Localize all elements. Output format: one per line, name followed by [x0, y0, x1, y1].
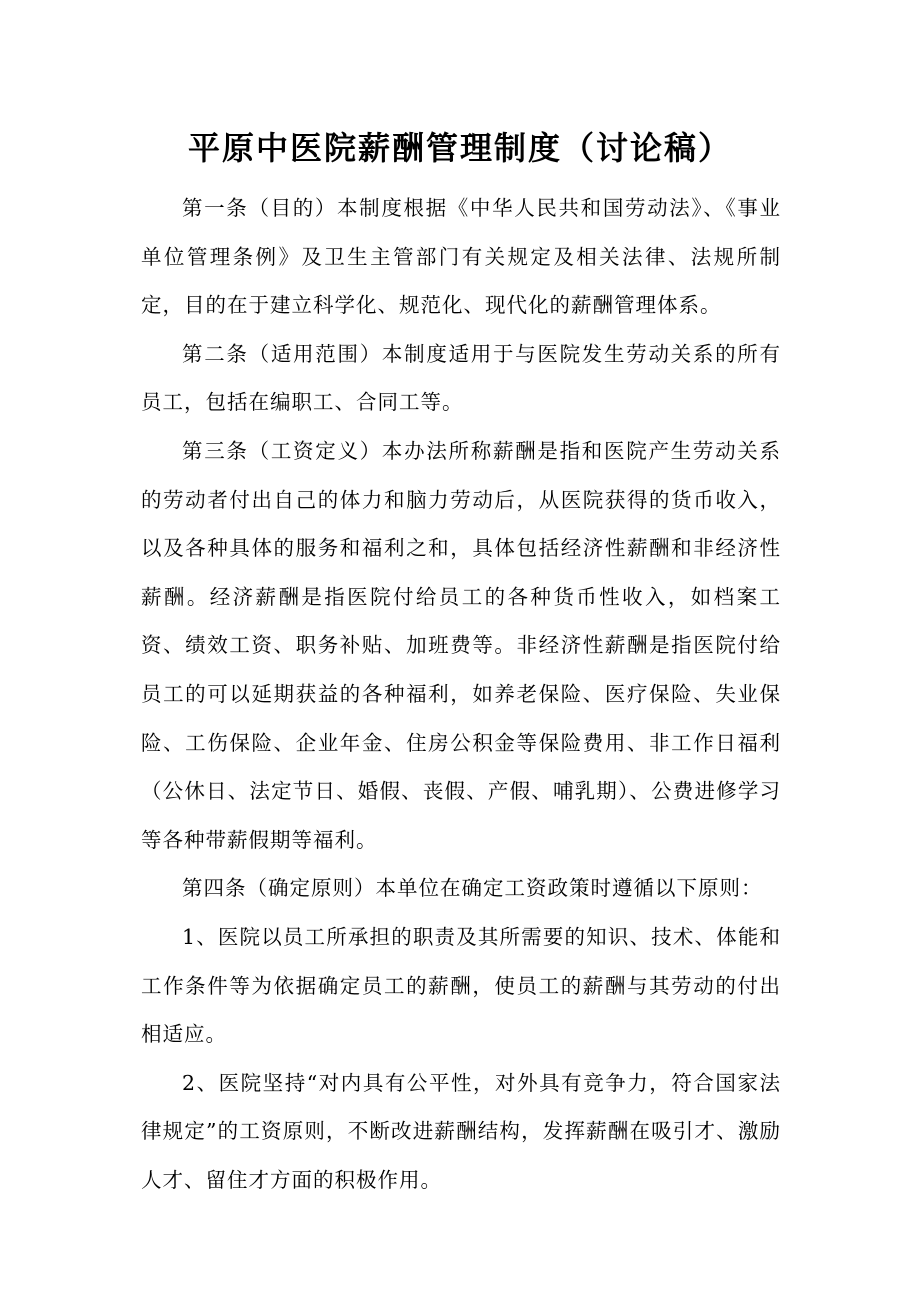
principle-item-2: 2、医院坚持“对内具有公平性，对外具有竞争力，符合国家法律规定”的工资原则，不断改进薪酬结构，发挥薪酬在吸引才、激励人才、留住才方面的积极作用。: [141, 1070, 781, 1192]
article-1-purpose: 第一条（目的）本制度根据《中华人民共和国劳动法》、《事业单位管理条例》及卫生主管部门有关规定及相关法律、法规所制定，目的在于建立科学化、规范化、现代化的薪酬管理体系。: [141, 196, 781, 318]
document-body: [141, 184, 781, 1204]
article-4-principles: 第四条（确定原则）本单位在确定工资政策时遵循以下原则：: [182, 876, 763, 901]
article-3-definition: 第三条（工资定义）本办法所称薪酬是指和医院产生劳动关系的劳动者付出自己的体力和脑力劳动后，从医院获得的货币收入，以及各种具体的服务和福利之和，具体包括经济性薪酬和非经济性薪酬。经济薪酬是指医院付给员工的各种货币性收入，如档案工资、绩效工资、职务补贴、加班费等。非经济性薪酬是指医院付给员工的可以延期获益的各种福利，如养老保险、医疗保险、失业保险、工伤保险、企业年金、住房公积金等保险费用、非工作日福利（公休日、法定节日、婚假、丧假、产假、哺乳期）、公费进修学习等各种带薪假期等福利。: [141, 438, 781, 852]
principle-item-1: 1、医院以员工所承担的职责及其所需要的知识、技术、体能和工作条件等为依据确定员工的薪酬，使员工的薪酬与其劳动的付出相适应。: [141, 924, 781, 1047]
document-title: 平原中医院薪酬管理制度（讨论稿）: [187, 129, 732, 167]
article-2-scope: 第二条（适用范围）本制度适用于与医院发生劳动关系的所有员工，包括在编职工、合同工等。: [141, 341, 781, 415]
